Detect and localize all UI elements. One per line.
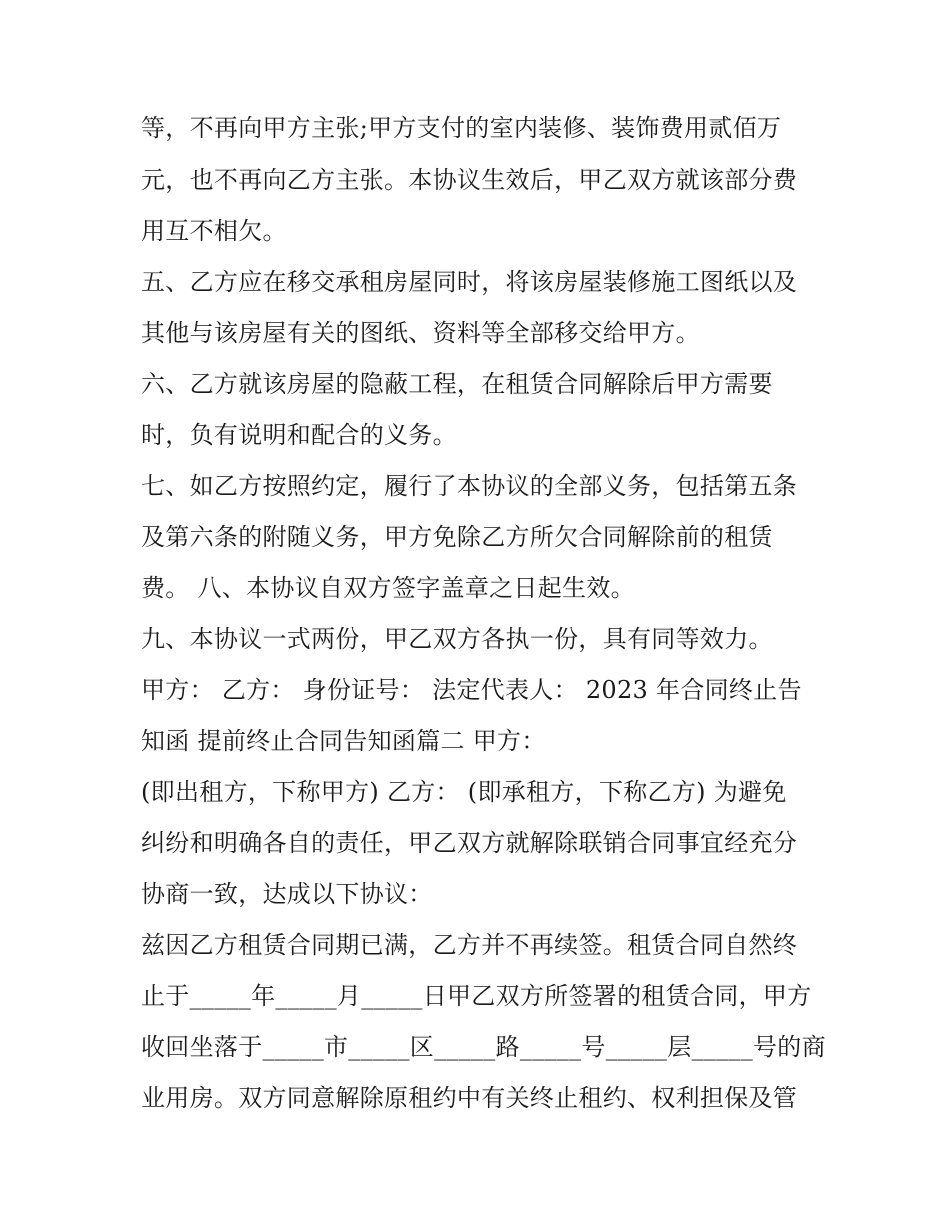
text-line: 费。 八、本协议自双方签字盖章之日起生效。	[141, 574, 635, 602]
text-line: 等，不再向甲方主张;甲方支付的室内装修、装饰费用贰佰万	[141, 114, 782, 142]
text-line: 协商一致，达成以下协议：	[141, 880, 433, 908]
text-line: 七、如乙方按照约定，履行了本协议的全部义务，包括第五条	[141, 472, 798, 500]
text-line: 九、本协议一式两份，甲乙双方各执一份，具有同等效力。	[141, 625, 773, 653]
text-line: 收回坐落于_____市_____区_____路_____号_____层_____号的商	[141, 1033, 826, 1061]
text-line: 及第六条的附随义务，甲方免除乙方所欠合同解除前的租赁	[141, 523, 773, 551]
text-line: 兹因乙方租赁合同期已满，乙方并不再续签。租赁合同自然终	[141, 931, 798, 959]
text-line: (即出租方，下称甲方) 乙方： (即承租方，下称乙方) 为避免	[141, 778, 787, 806]
text-line: 用互不相欠。	[141, 217, 287, 245]
text-line: 六、乙方就该房屋的隐蔽工程，在租赁合同解除后甲方需要	[141, 370, 773, 398]
text-line: 知函 提前终止合同告知函篇二 甲方：	[141, 727, 546, 755]
text-line: 纠纷和明确各自的责任，甲乙双方就解除联销合同事宜经充分	[141, 829, 798, 857]
text-line: 业用房。双方同意解除原租约中有关终止租约、权利担保及管	[141, 1084, 798, 1112]
text-line: 元，也不再向乙方主张。本协议生效后，甲乙双方就该部分费	[141, 166, 798, 194]
text-line: 止于_____年_____月_____日甲乙双方所签署的租赁合同，甲方	[141, 982, 812, 1010]
text-line: 时，负有说明和配合的义务。	[141, 421, 457, 449]
text-line: 五、乙方应在移交承租房屋同时，将该房屋装修施工图纸以及	[141, 268, 798, 296]
text-line: 其他与该房屋有关的图纸、资料等全部移交给甲方。	[141, 319, 700, 347]
text-line: 甲方： 乙方： 身份证号： 法定代表人： 2023 年合同终止告	[141, 676, 802, 704]
